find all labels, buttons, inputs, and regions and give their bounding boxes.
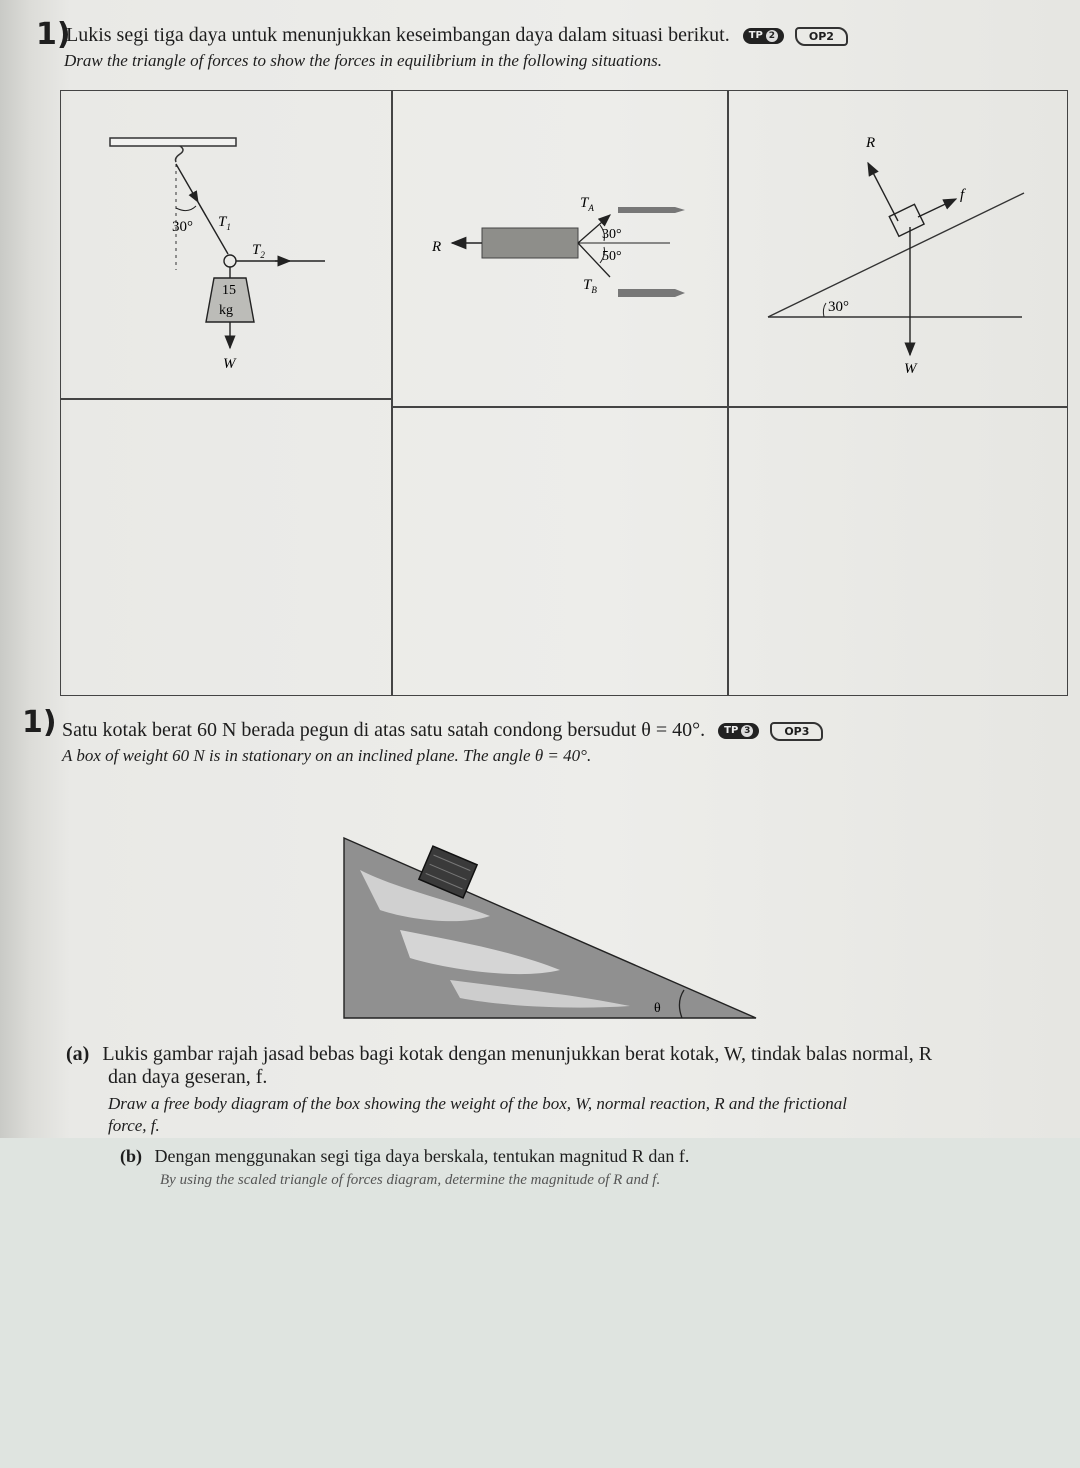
label-t2: $T_2$ [252, 242, 265, 260]
question-1-text-ms [66, 24, 848, 47]
ring [224, 255, 236, 267]
part-b-ms-line [120, 1146, 689, 1167]
diagram-three-forces [420, 185, 710, 315]
part-b-en: By using the scaled triangle of forces diagram, determine the magnitude of R and f. [160, 1172, 661, 1188]
incline-line [768, 193, 1024, 317]
question-1-text-en: Draw the triangle of forces to show the forces in equilibrium in the following situations. [64, 51, 662, 70]
ceiling-bar [110, 138, 236, 146]
hook-icon [176, 146, 184, 162]
question-2-text-ms-content: Satu kotak berat 60 N berada pegun di atas satu satah condong bersudut θ = 40°. [62, 719, 706, 741]
part-a-ms-1: Lukis gambar rajah jasad bebas bagi kotak dengan menunjukkan berat kotak, W, tindak balas normal, R [102, 1043, 933, 1065]
part-a-en-1: Draw a free body diagram of the box showing the weight of the box, W, normal reaction, R and the frictional [108, 1094, 847, 1113]
object-block [482, 228, 578, 258]
question-2-number: 1) [22, 705, 57, 740]
incline-angle-label: 30° [828, 299, 849, 315]
tp-badge-2 [718, 723, 759, 739]
theta-label: θ [654, 1001, 661, 1016]
tp-badge-2-label: TP [724, 725, 739, 737]
question-1-text-ms-content: Lukis segi tiga daya untuk menunjukkan keseimbangan daya dalam situasi berikut. [66, 24, 730, 46]
inclined-plane-figure [340, 830, 760, 1025]
label-weight-3: W [904, 361, 917, 377]
t1-arrow [198, 202, 206, 216]
grid-cell-4 [60, 398, 393, 696]
angle-arc-30 [176, 206, 196, 211]
tb-arrow-head [618, 289, 685, 297]
mass-unit: kg [219, 303, 233, 318]
tp-badge-2-level: 3 [741, 725, 753, 737]
part-a-ms-2: dan daya geseran, f. [108, 1066, 268, 1088]
question-2-text-ms [62, 719, 823, 742]
ta-arrow-head [618, 207, 685, 213]
part-b-ms: Dengan menggunakan segi tiga daya berskala, tentukan magnitud R dan f. [154, 1146, 690, 1166]
grid-cell-5 [391, 406, 729, 696]
incline-wedge [344, 838, 756, 1018]
diagram-hanging-mass [100, 130, 340, 380]
label-t1: $T_1$ [218, 214, 231, 232]
op-badge-1: OP2 [795, 27, 848, 46]
label-tb: $T_B$ [583, 277, 597, 295]
part-a-label: (a) [66, 1043, 90, 1065]
label-weight-1: W [223, 356, 236, 372]
angle-label-30: 30° [172, 219, 193, 235]
part-b-label: (b) [120, 1146, 142, 1166]
incline-angle-arc [823, 303, 826, 317]
tp-badge-1-level: 2 [766, 30, 778, 42]
mass-value: 15 [222, 283, 236, 298]
label-r-2: R [432, 239, 442, 255]
label-r-3: R [866, 135, 876, 151]
angle-label-b: 50° [602, 249, 622, 264]
question-1-number: 1) [36, 17, 71, 52]
tp-badge-1-label: TP [748, 30, 763, 42]
diagram-box-on-incline [760, 125, 1040, 385]
grid-cell-6 [727, 406, 1068, 696]
label-ta: $T_A$ [580, 195, 594, 213]
part-a-ms-line-1 [66, 1043, 932, 1066]
box [889, 204, 924, 236]
angle-label-a: 30° [602, 227, 622, 242]
tp-badge-1 [743, 28, 784, 44]
part-a-en-2: force, f. [108, 1116, 160, 1135]
normal-force-arrow [868, 163, 898, 221]
label-f-3: f [960, 187, 965, 203]
question-2-text-en: A box of weight 60 N is in stationary on an inclined plane. The angle θ = 40°. [62, 746, 592, 765]
friction-arrow [918, 199, 956, 217]
op-badge-2: OP3 [770, 722, 823, 741]
